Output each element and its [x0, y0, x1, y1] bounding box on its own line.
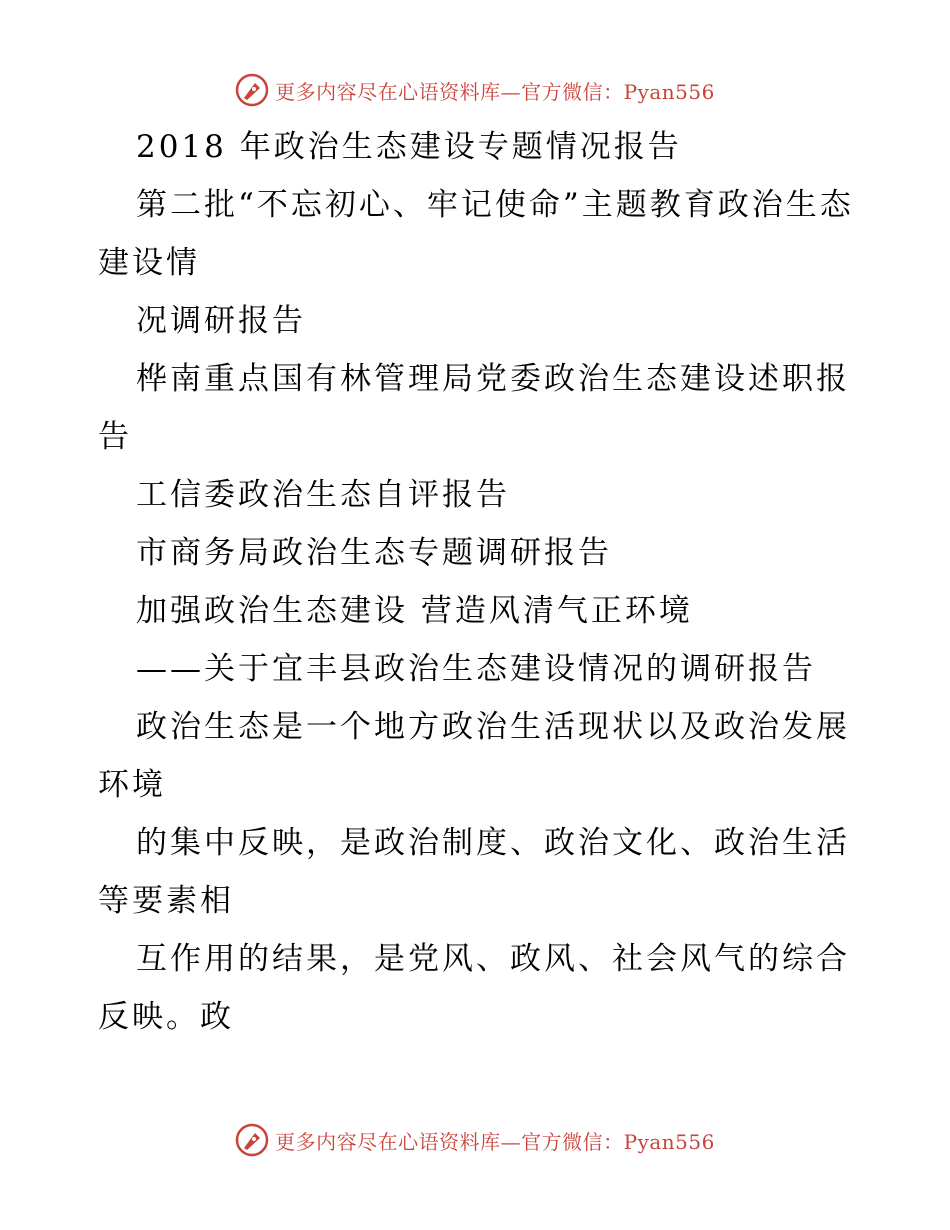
doc-line: 互作用的结果，是党风、政风、社会风气的综合反映。政: [98, 941, 850, 1035]
doc-line: 况调研报告: [136, 303, 306, 339]
doc-line: 政治生态是一个地方政治生活现状以及政治发展环境: [98, 709, 850, 803]
doc-line: 的集中反映，是政治制度、政治文化、政治生活等要素相: [98, 825, 850, 919]
footer-watermark: [0, 1120, 950, 1160]
doc-line: 桦南重点国有林管理局党委政治生态建设述职报告: [98, 361, 850, 455]
doc-line: ——关于宜丰县政治生态建设情况的调研报告: [136, 651, 816, 687]
watermark-text: 更多内容尽在心语资料库—官方微信：Pyan556: [275, 1129, 715, 1154]
pen-nib-circle-icon: [235, 1123, 269, 1157]
pen-nib-circle-icon: [235, 73, 269, 107]
header-watermark: [0, 70, 950, 110]
document-body: [98, 118, 858, 1046]
doc-line: 2018 年政治生态建设专题情况报告: [136, 129, 682, 165]
doc-line: 第二批“不忘初心、牢记使命”主题教育政治生态建设情: [98, 187, 854, 281]
doc-line: 工信委政治生态自评报告: [136, 477, 510, 513]
watermark-text: 更多内容尽在心语资料库—官方微信：Pyan556: [275, 79, 715, 104]
doc-line: 加强政治生态建设 营造风清气正环境: [136, 593, 693, 629]
doc-line: 市商务局政治生态专题调研报告: [136, 535, 612, 571]
